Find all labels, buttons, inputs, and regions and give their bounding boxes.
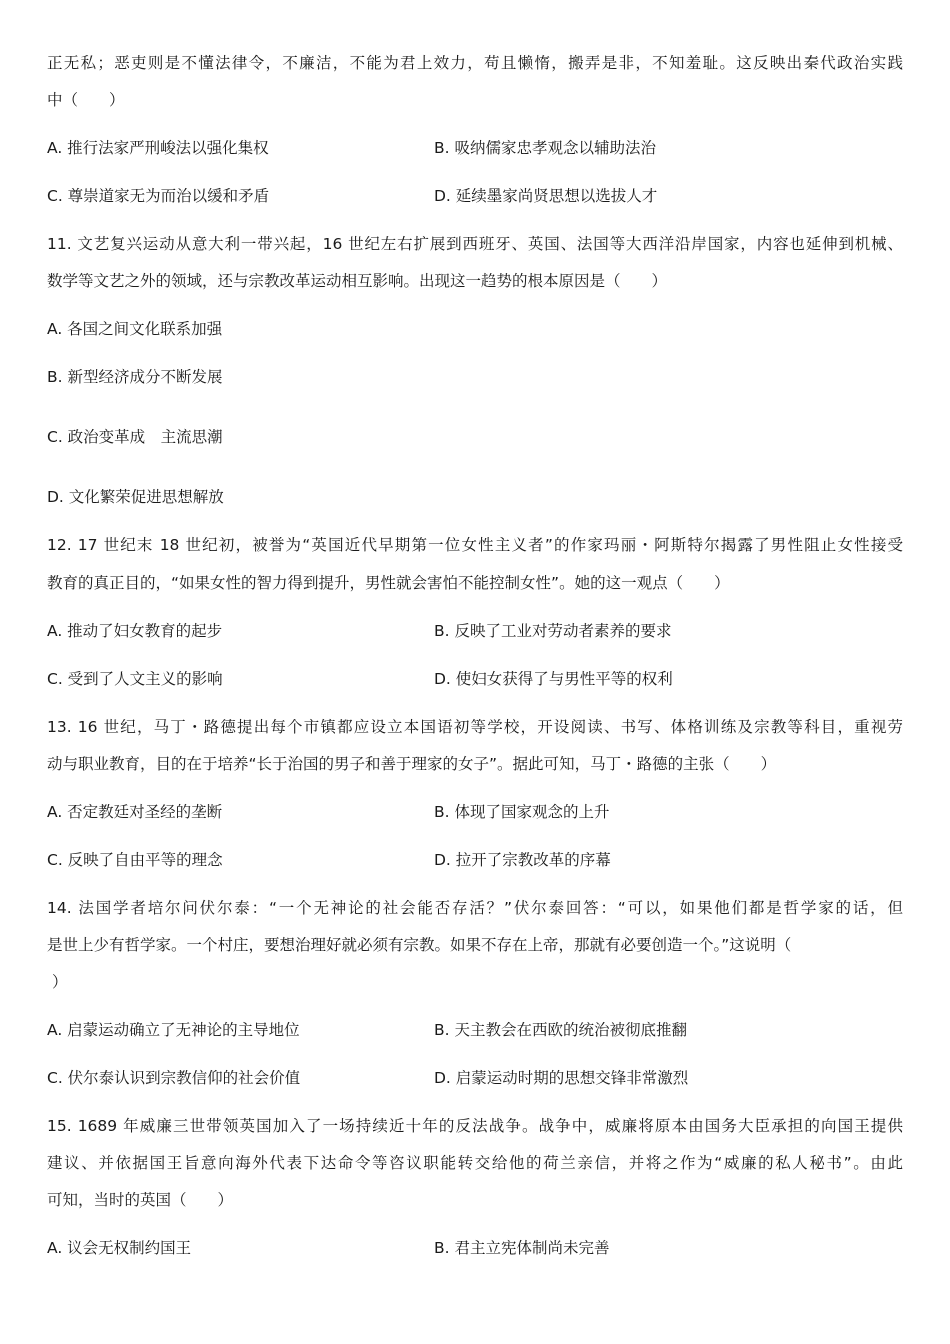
question-14-option-c: C. 伏尔泰认识到宗教信仰的社会价值 (47, 1069, 301, 1087)
question-11-stem-line-1: 11. 文艺复兴运动从意大利一带兴起，16 世纪左右扩展到西班牙、英国、法国等大西洋沿岸国家，内容也延伸到机械、 (47, 235, 903, 253)
question-13-option-a: A. 否定教廷对圣经的垄断 (47, 803, 223, 821)
question-12-option-b: B. 反映了工业对劳动者素养的要求 (434, 622, 672, 640)
question-15-stem-line-2: 建议、并依据国王旨意向海外代表下达命令等咨议职能转交给他的荷兰亲信，并将之作为“威廉的私人秘书”。由此 (47, 1154, 903, 1172)
question-11-option-d: D. 文化繁荣促进思想解放 (47, 488, 224, 506)
question-11-stem-line-2: 数学等文艺之外的领域，还与宗教改革运动相互影响。出现这一趋势的根本原因是（ ） (47, 272, 668, 290)
question-14-option-d: D. 启蒙运动时期的思想交锋非常激烈 (434, 1069, 689, 1087)
question-11-option-c: C. 政治变革成 主流思潮 (47, 428, 223, 446)
question-13-stem-line-1: 13. 16 世纪，马丁・路德提出每个市镇都应设立本国语初等学校，开设阅读、书写、体格训练及宗教等科目，重视劳 (47, 718, 903, 736)
question-14-stem-line-2: 是世上少有哲学家。一个村庄，要想治理好就必须有宗教。如果不存在上帝，那就有必要创造一个。”这说明（ (47, 936, 792, 954)
question-10-option-c: C. 尊崇道家无为而治以缓和矛盾 (47, 187, 270, 205)
question-15-stem-line-3: 可知，当时的英国（ ） (47, 1191, 234, 1209)
question-10-option-b: B. 吸纳儒家忠孝观念以辅助法治 (434, 139, 656, 157)
question-12-stem-line-2: 教育的真正目的，“如果女性的智力得到提升，男性就会害怕不能控制女性”。她的这一观点（ ） (47, 574, 730, 592)
question-14-stem-line-1: 14. 法国学者培尔问伏尔泰：“一个无神论的社会能否存活？”伏尔泰回答：“可以，如果他们都是哲学家的话，但 (47, 899, 903, 917)
question-11-option-a: A. 各国之间文化联系加强 (47, 320, 223, 338)
question-15-option-a: A. 议会无权制约国王 (47, 1239, 192, 1257)
question-10-stem-line-1: 正无私；恶吏则是不懂法律令，不廉洁，不能为君上效力，苟且懒惰，搬弄是非，不知羞耻。这反映出秦代政治实践 (47, 54, 903, 72)
question-13-option-c: C. 反映了自由平等的理念 (47, 851, 223, 869)
question-10-option-a: A. 推行法家严刑峻法以强化集权 (47, 139, 269, 157)
question-12-stem-line-1: 12. 17 世纪末 18 世纪初，被誉为“英国近代早期第一位女性主义者”的作家玛丽・阿斯特尔揭露了男性阻止女性接受 (47, 536, 903, 554)
question-13-option-d: D. 拉开了宗教改革的序幕 (434, 851, 611, 869)
question-12-option-a: A. 推动了妇女教育的起步 (47, 622, 223, 640)
question-13-stem-line-2: 动与职业教育，目的在于培养“长于治国的男子和善于理家的女子”。据此可知，马丁・路德的主张（ ） (47, 755, 777, 773)
question-14-option-a: A. 启蒙运动确立了无神论的主导地位 (47, 1021, 300, 1039)
question-10-option-d: D. 延续墨家尚贤思想以选拔人才 (434, 187, 658, 205)
question-12-option-c: C. 受到了人文主义的影响 (47, 670, 223, 688)
question-13-option-b: B. 体现了国家观念的上升 (434, 803, 610, 821)
question-10-stem-line-2: 中（ ） (47, 91, 125, 109)
question-14-option-b: B. 天主教会在西欧的统治被彻底推翻 (434, 1021, 687, 1039)
question-11-option-b: B. 新型经济成分不断发展 (47, 368, 223, 386)
question-15-option-b: B. 君主立宪体制尚未完善 (434, 1239, 610, 1257)
question-12-option-d: D. 使妇女获得了与男性平等的权利 (434, 670, 673, 688)
question-14-stem-line-3: ） (52, 973, 68, 991)
question-15-stem-line-1: 15. 1689 年威廉三世带领英国加入了一场持续近十年的反法战争。战争中，威廉将原本由国务大臣承担的向国王提供 (47, 1117, 903, 1135)
